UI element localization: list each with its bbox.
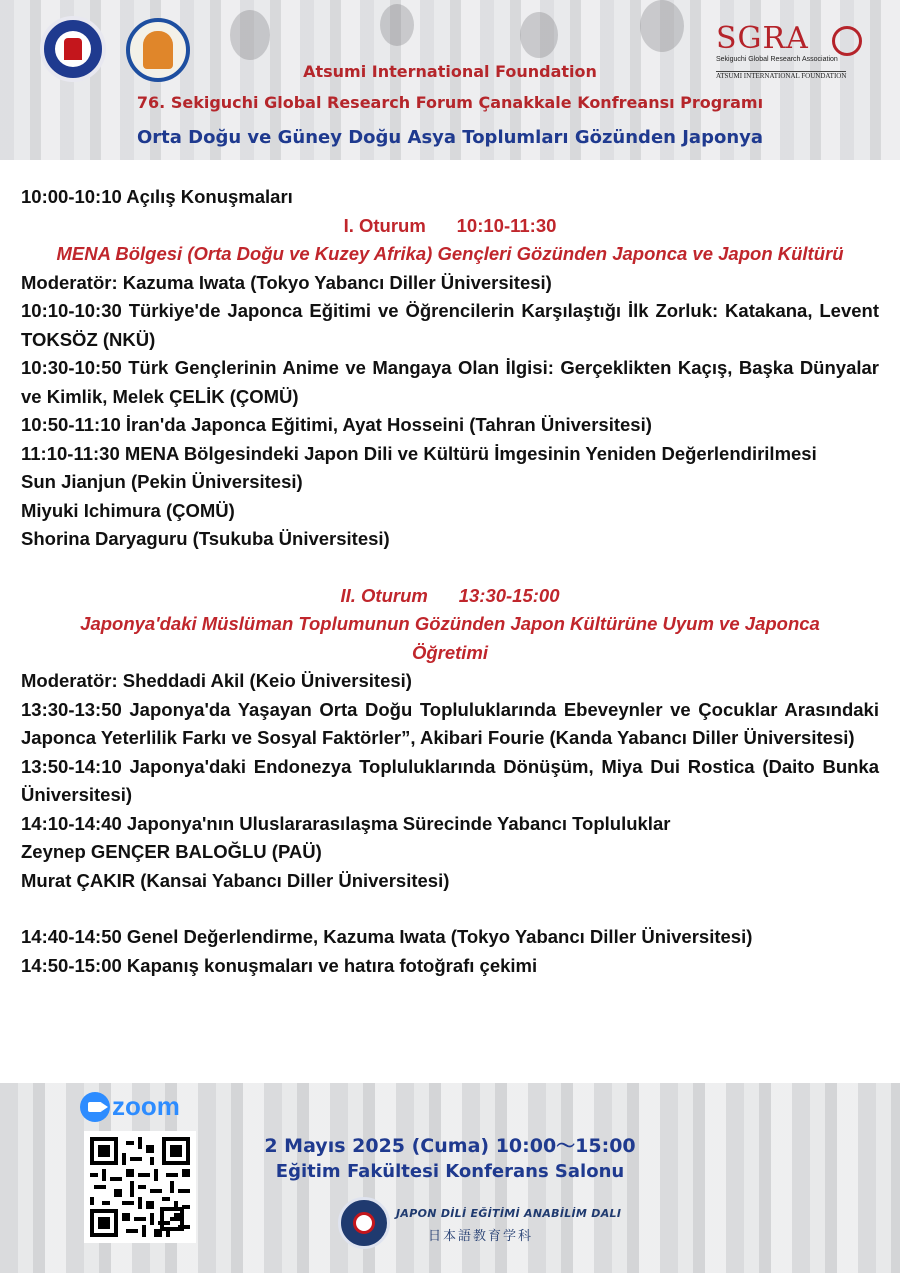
session1-time: 10:10-11:30 <box>456 214 557 236</box>
background-figure <box>520 12 558 58</box>
department-seal-icon <box>338 1197 390 1249</box>
session1-heading <box>21 212 879 241</box>
zoom-label: zoom <box>112 1091 180 1121</box>
spacer <box>21 895 879 923</box>
session2-talk: 13:30-13:50 Japonya'da Yaşayan Orta Doğu Topluluklarında Ebeveynler ve Çocuklar Arasındaki Japonca Yeterlilik Farkı ve Sosyal Faktörler”, Akibari Fourie (Kanda Yabancı Diller Üniversitesi) <box>21 698 879 748</box>
session1-talk: 11:10-11:30 MENA Bölgesindeki Japon Dili ve Kültürü İmgesinin Yeniden Değerlendirilmesi <box>21 442 817 464</box>
qr-code-graphic <box>90 1137 190 1237</box>
session1-talk: 10:50-11:10 İran'da Japonca Eğitimi, Ayat Hosseini (Tahran Üniversitesi) <box>21 414 652 435</box>
session2-panelist: Murat ÇAKIR (Kansai Yabancı Diller Üniversitesi) <box>21 869 450 891</box>
sgra-foundation: ATSUMI INTERNATIONAL FOUNDATION <box>716 72 847 80</box>
session2-talk: 14:10-14:40 Japonya'nın Uluslararasılaşma Sürecinde Yabancı Topluluklar <box>21 812 671 834</box>
closing-item: 14:50-15:00 Kapanış konuşmaları ve hatıra fotoğrafı çekimi <box>21 954 538 976</box>
session1-panelist: Shorina Daryaguru (Tsukuba Üniversitesi) <box>21 528 390 549</box>
session1-talk: 10:10-10:30 Türkiye'de Japonca Eğitimi ve Öğrencilerin Karşılaştığı İlk Zorluk: Katakana, Levent TOKSÖZ (NKÜ) <box>21 300 879 350</box>
sgra-globe-icon <box>832 26 862 56</box>
footer-banner <box>0 1083 900 1273</box>
department-name: JAPON DİLİ EĞİTİMİ ANABİLİM DALI <box>396 1207 622 1220</box>
zoom-camera-icon <box>80 1092 110 1122</box>
session1-label: I. Oturum <box>343 214 426 236</box>
header-banner <box>0 0 900 160</box>
session2-moderator: Moderatör: Sheddadi Akil (Keio Üniversitesi) <box>21 670 412 691</box>
qr-code[interactable] <box>84 1131 196 1243</box>
session1-moderator: Moderatör: Kazuma Iwata (Tokyo Yabancı Diller Üniversitesi) <box>21 271 552 293</box>
program-schedule <box>21 183 879 980</box>
background-figure <box>380 4 414 46</box>
session2-panelist: Zeynep GENÇER BALOĞLU (PAÜ) <box>21 841 322 862</box>
session1-talk: 10:30-10:50 Türk Gençlerinin Anime ve Mangaya Olan İlgisi: Gerçeklikten Kaçış, Başka Dünyalar ve Kimlik, Melek ÇELİK (ÇOMÜ) <box>21 357 879 407</box>
session1-title: MENA Bölgesi (Orta Doğu ve Kuzey Afrika) Gençleri Gözünden Japonca ve Japon Kültürü <box>56 243 844 264</box>
session2-label: II. Oturum <box>340 584 428 606</box>
session1-panelist: Sun Jianjun (Pekin Üniversitesi) <box>21 471 303 492</box>
forum-theme: Orta Doğu ve Güney Doğu Asya Toplumları Gözünden Japonya <box>136 127 764 148</box>
zoom-logo[interactable] <box>80 1091 180 1122</box>
session2-talk: 13:50-14:10 Japonya'daki Endonezya Topluluklarında Dönüşüm, Miya Dui Rostica (Daito Bunka Üniversitesi) <box>21 755 879 805</box>
sgra-mark: SGRA <box>716 21 809 56</box>
opening-item: 10:00-10:10 Açılış Konuşmaları <box>21 186 293 207</box>
background-figure <box>640 0 684 52</box>
event-date: 2 Mayıs 2025 (Cuma) 10:00〜15:00 <box>264 1135 636 1157</box>
session2-heading <box>21 582 879 611</box>
spacer <box>21 554 879 582</box>
event-venue: Eğitim Fakültesi Konferans Salonu <box>275 1161 625 1182</box>
foundation-name: Atsumi International Foundation <box>303 62 597 81</box>
session2-title: Japonya'daki Müslüman Toplumunun Gözünden Japon Kültürüne Uyum ve Japonca Öğretimi <box>80 613 820 663</box>
session2-time: 13:30-15:00 <box>458 584 560 606</box>
evaluation-item: 14:40-14:50 Genel Değerlendirme, Kazuma Iwata (Tokyo Yabancı Diller Üniversitesi) <box>21 926 753 947</box>
forum-title: 76. Sekiguchi Global Research Forum Çanakkale Konfreansı Programı <box>136 93 764 112</box>
department-name-japanese: 日本語教育学科 <box>428 1229 534 1244</box>
background-figure <box>230 10 270 60</box>
sgra-subtitle: Sekiguchi Global Research Association <box>716 56 838 63</box>
session1-panelist: Miyuki Ichimura (ÇOMÜ) <box>21 499 235 521</box>
